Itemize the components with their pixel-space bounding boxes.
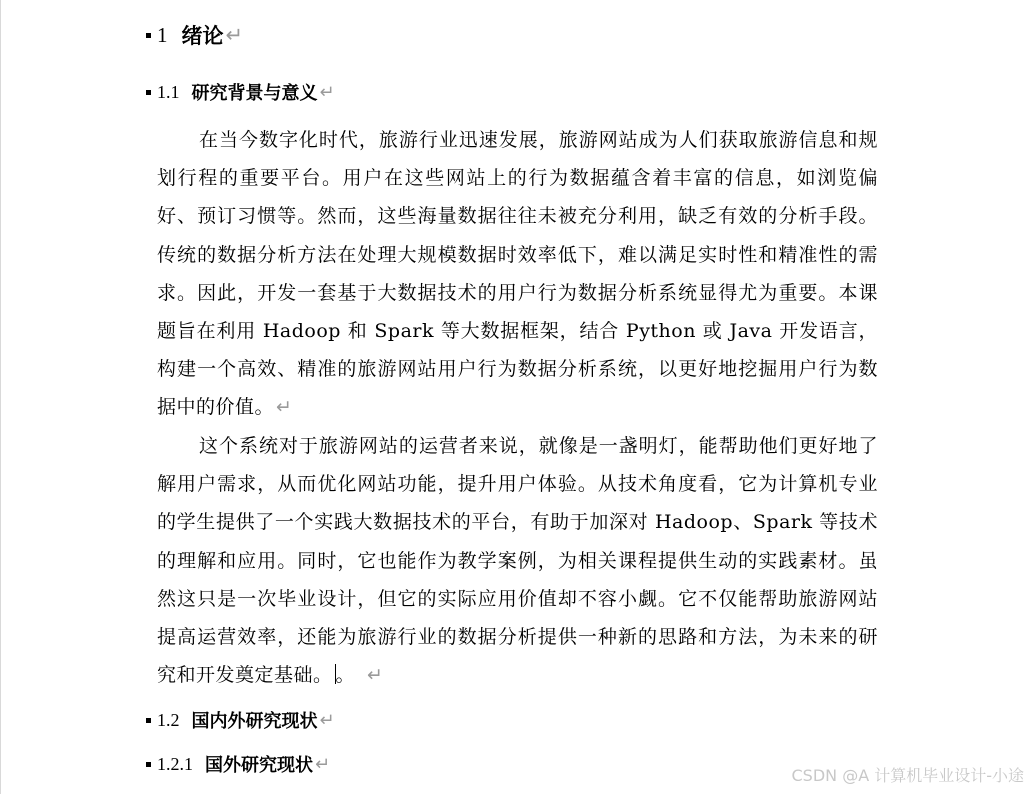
body-paragraph-1[interactable] — [157, 121, 878, 427]
paragraph-mark-icon: ↵ — [367, 664, 384, 687]
heading-number: 1.2 — [157, 709, 180, 730]
paragraph-mark-icon: ↵ — [319, 81, 335, 103]
heading-1-2-1 — [146, 751, 330, 777]
watermark: CSDN @A 计算机毕业设计-小途 — [791, 766, 1024, 785]
heading-title: 国外研究现状 — [205, 755, 313, 776]
page-left-edge — [0, 0, 1, 794]
paragraph-text: 在当今数字化时代，旅游行业迅速发展，旅游网站成为人们获取旅游信息和规划行程的重要平台。用户在这些网站上的行为数据蕴含着丰富的信息，如浏览偏好、预订习惯等。然而，这些海量数据往往未被充分利用，缺乏有效的分析手段。传统的数据分析方法在处理大规模数据时效率低下，难以满足实时性和精准性的需求。因此，开发一套基于大数据技术的用户行为数据分析系统显得尤为重要。本课题旨在利用 Hadoop 和 Spark 等大数据框架，结合 Python 或 Java 开发语言，构建一个高效、精准的旅游网站用户行为数据分析系统，以更好地挖掘用户行为数据中的价值。 — [157, 129, 878, 419]
body-paragraph-2[interactable] — [157, 427, 878, 694]
heading-title: 研究背景与意义 — [191, 83, 318, 104]
paragraph-mark-icon: ↵ — [319, 709, 335, 731]
paragraph-mark-icon: ↵ — [315, 753, 331, 775]
heading-bullet-icon — [146, 33, 151, 38]
heading-1-2 — [146, 707, 335, 733]
heading-number: 1.2.1 — [157, 753, 193, 774]
heading-bullet-icon — [146, 762, 151, 767]
paragraph-tail: 。 — [335, 664, 356, 687]
heading-bullet-icon — [146, 90, 151, 95]
heading-title: 国内外研究现状 — [191, 711, 318, 732]
heading-title: 绪论 — [181, 24, 224, 48]
paragraph-mark-icon: ↵ — [276, 396, 293, 419]
heading-number: 1.1 — [157, 81, 180, 102]
heading-1-1 — [146, 79, 335, 105]
paragraph-mark-icon: ↵ — [225, 23, 244, 47]
paragraph-text: 这个系统对于旅游网站的运营者来说，就像是一盏明灯，能帮助他们更好地了解用户需求，从而优化网站功能，提升用户体验。从技术角度看，它为计算机专业的学生提供了一个实践大数据技术的平台，有助于加深对 Hadoop、Spark 等技术的理解和应用。同时，它也能作为教学案例，为相关课程提供生动的实践素材。虽然这只是一次毕业设计，但它的实际应用价值却不容小觑。它不仅能帮助旅游网站提高运营效率，还能为旅游行业的数据分析提供一种新的思路和方法，为未来的研究和开发奠定基础。 — [157, 435, 878, 687]
heading-1 — [146, 20, 243, 50]
heading-bullet-icon — [146, 718, 151, 723]
heading-number: 1 — [157, 22, 168, 47]
